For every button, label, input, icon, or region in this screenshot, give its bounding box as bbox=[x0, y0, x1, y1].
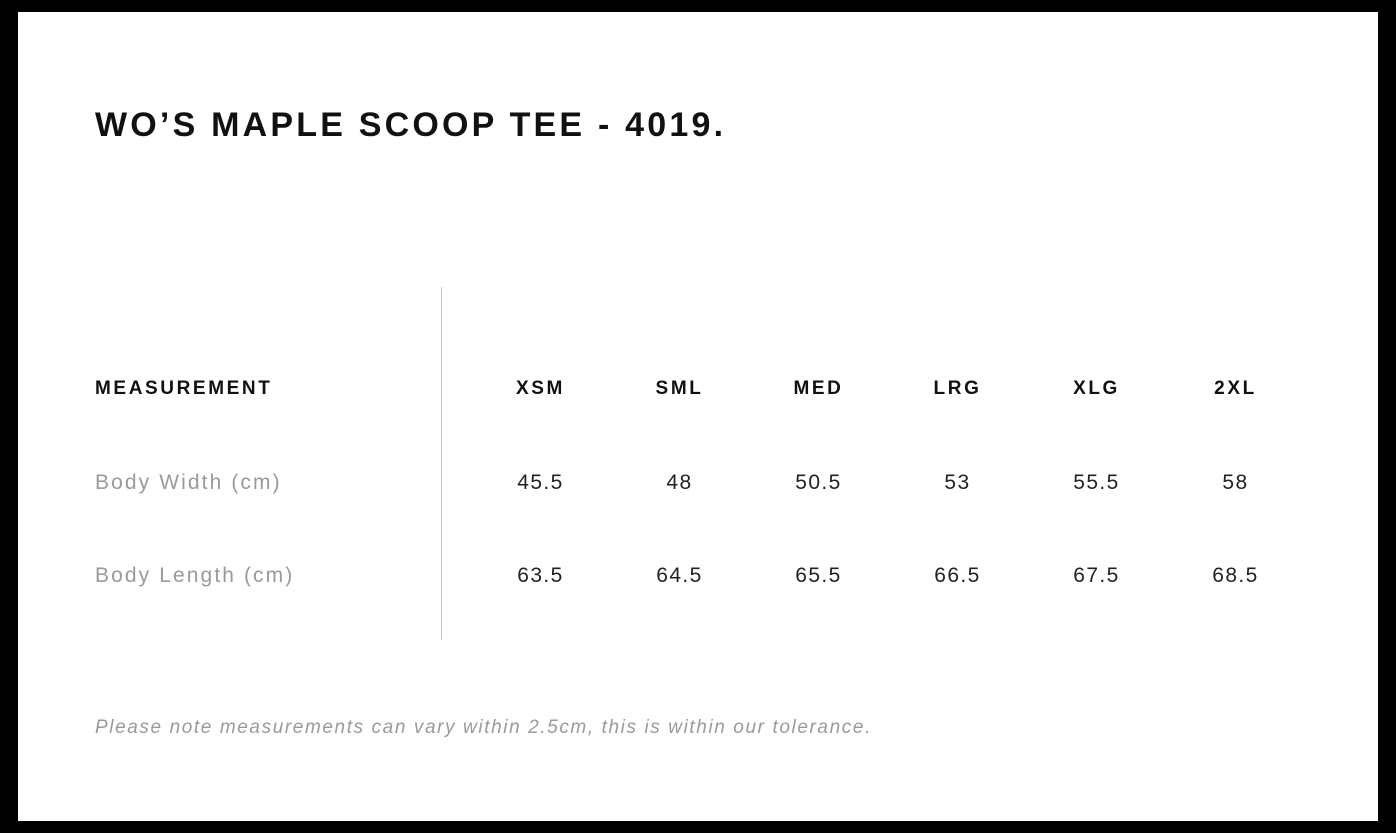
row-label: Body Width (cm) bbox=[95, 470, 282, 494]
table-cell: 50.5 bbox=[795, 470, 842, 494]
tolerance-note: Please note measurements can vary within 2.5cm, this is within our tolerance. bbox=[95, 717, 872, 738]
column-header-measurement: MEASUREMENT bbox=[95, 378, 273, 399]
size-chart-page bbox=[18, 12, 1378, 821]
column-header-size: XSM bbox=[516, 378, 565, 399]
table-cell: 55.5 bbox=[1073, 470, 1120, 494]
table-cell: 67.5 bbox=[1073, 563, 1120, 587]
table-cell: 65.5 bbox=[795, 563, 842, 587]
column-header-size: XLG bbox=[1073, 378, 1120, 399]
column-header-size: MED bbox=[793, 378, 844, 399]
row-label: Body Length (cm) bbox=[95, 563, 295, 587]
column-header-size: LRG bbox=[933, 378, 982, 399]
table-cell: 45.5 bbox=[517, 470, 564, 494]
size-table-container bbox=[18, 12, 1378, 821]
table-cell: 68.5 bbox=[1212, 563, 1259, 587]
table-cell: 58 bbox=[1222, 470, 1249, 494]
table-body bbox=[95, 436, 1305, 622]
size-chart-table bbox=[95, 342, 1305, 622]
table-header bbox=[95, 342, 1305, 436]
table-cell: 53 bbox=[944, 470, 971, 494]
table-row bbox=[95, 436, 1305, 529]
table-cell: 63.5 bbox=[517, 563, 564, 587]
table-header-row bbox=[95, 342, 1305, 436]
table-cell: 66.5 bbox=[934, 563, 981, 587]
column-header-size: SML bbox=[655, 378, 704, 399]
table-row bbox=[95, 529, 1305, 622]
table-cell: 48 bbox=[666, 470, 693, 494]
column-header-size: 2XL bbox=[1214, 378, 1257, 399]
page-title: WO’S MAPLE SCOOP TEE - 4019. bbox=[95, 106, 727, 144]
table-cell: 64.5 bbox=[656, 563, 703, 587]
